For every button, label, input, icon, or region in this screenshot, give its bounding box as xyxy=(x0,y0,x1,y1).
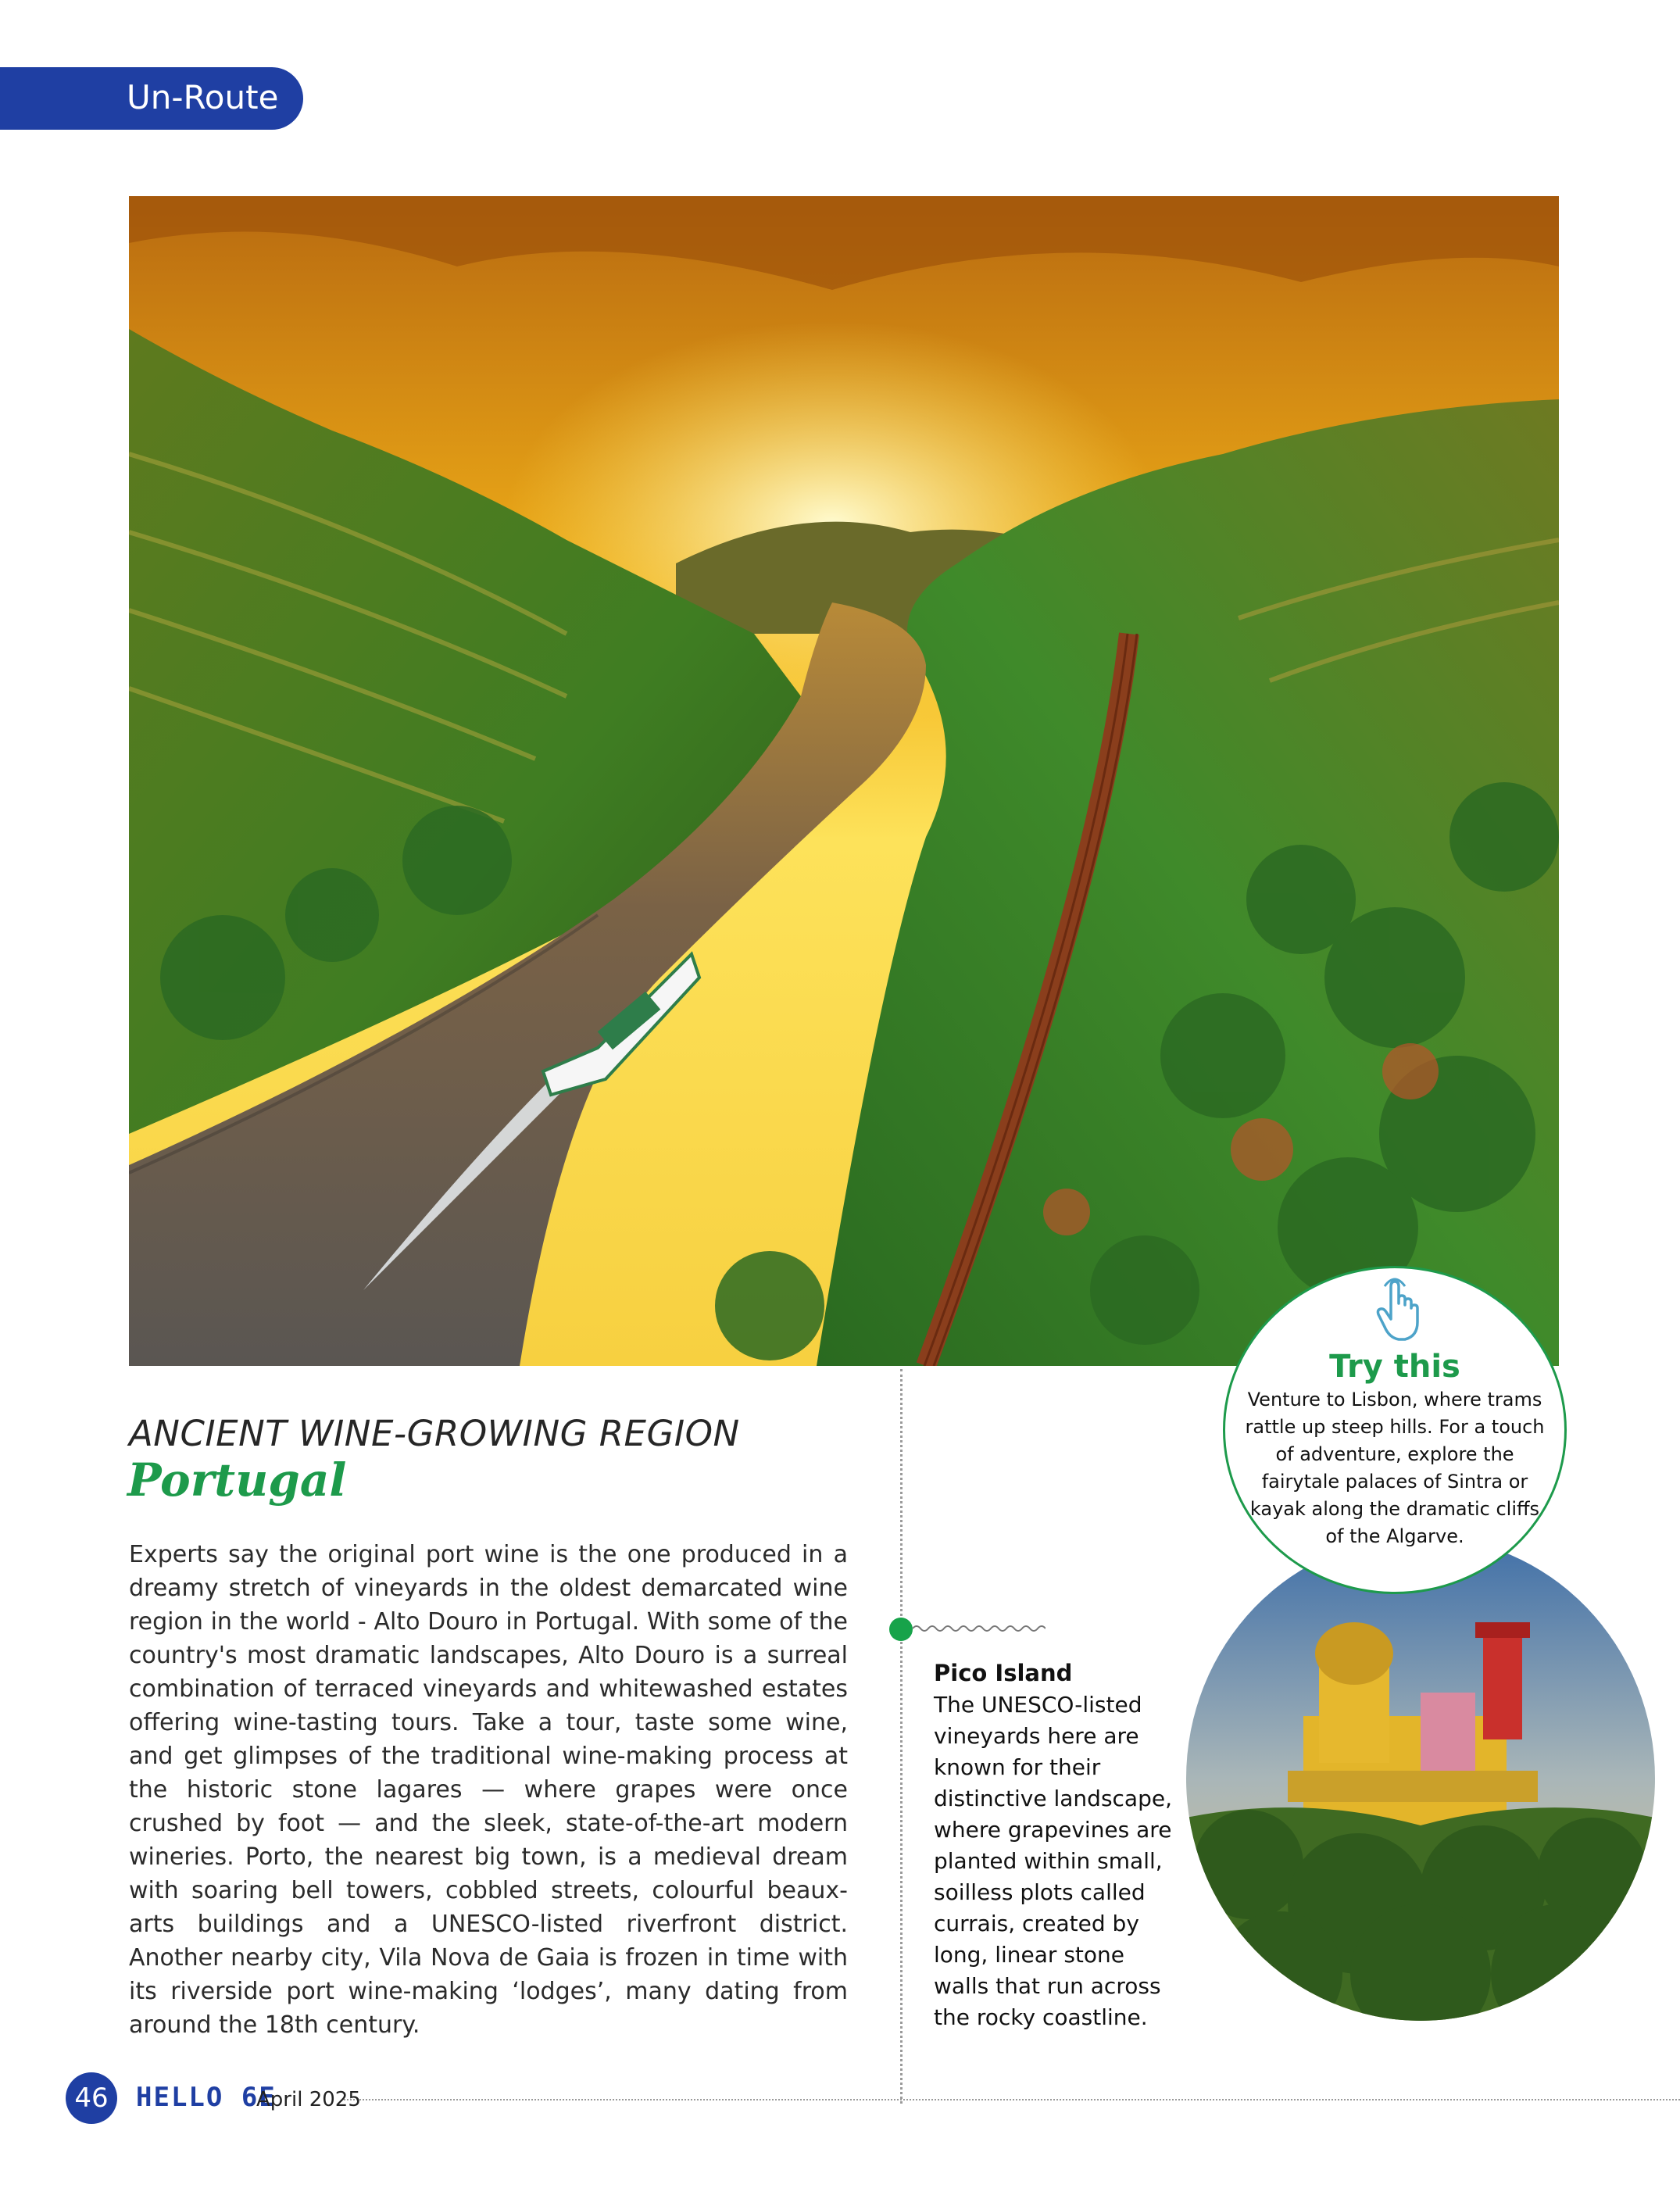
sidebar-text: The UNESCO-listed vineyards here are known for their distinctive landscape, where grapevines are planted within small, soilless plots called currais, created by long, linear stone walls that run across the rocky coastline. xyxy=(934,1692,1172,2030)
sintra-palace-photo xyxy=(1186,1536,1655,2021)
column-divider xyxy=(900,1369,903,2104)
wave-ornament xyxy=(913,1621,1046,1636)
try-this-title: Try this xyxy=(1329,1349,1460,1385)
section-tag xyxy=(0,67,303,130)
article-heading: ANCIENT WINE-GROWING REGION xyxy=(129,1413,740,1454)
magazine-logo: HELLO 6E xyxy=(136,2082,277,2113)
article-body: Experts say the original port wine is the one produced in a dreamy stretch of vineyards in the oldest demarcated wine region in the world - Alto Douro in Portugal. With some of the country's most dramatic landscapes, Alto Douro is a surreal combination of terraced vineyards and whitewashed estates offering wine-tasting tours. Take a tour, taste some wine, and get glimpses of the traditional wine-making process at the historic stone lagares — where grapes were once crushed by foot — and the sleek, state-of-the-art modern wineries. Porto, the nearest big town, is a medieval dream with soaring bell towers, cobbled streets, colourful beaux-arts buildings and a UNESCO-listed riverfront district. Another nearby city, Vila Nova de Gaia is frozen in time with its riverside port wine-making ‘lodges’, many dating from around the 18th century. xyxy=(129,1541,848,2039)
issue-date: April 2025 xyxy=(256,2088,361,2111)
footer-rule xyxy=(344,2099,1680,2100)
section-tag-label: Un-Route xyxy=(127,78,279,116)
page-number: 46 xyxy=(66,2072,117,2124)
bullet-dot xyxy=(889,1618,913,1641)
article-subheading: Portugal xyxy=(127,1453,347,1507)
pointing-hand-icon xyxy=(1369,1275,1424,1346)
hero-photo-douro-valley xyxy=(129,196,1559,1366)
try-this-text: Venture to Lisbon, where trams rattle up steep hills. For a touch of adventure, explore the fairytale palaces of Sintra or kayak along the dramatic cliffs of the Algarve. xyxy=(1245,1389,1545,1547)
sidebar-title: Pico Island xyxy=(934,1660,1073,1686)
